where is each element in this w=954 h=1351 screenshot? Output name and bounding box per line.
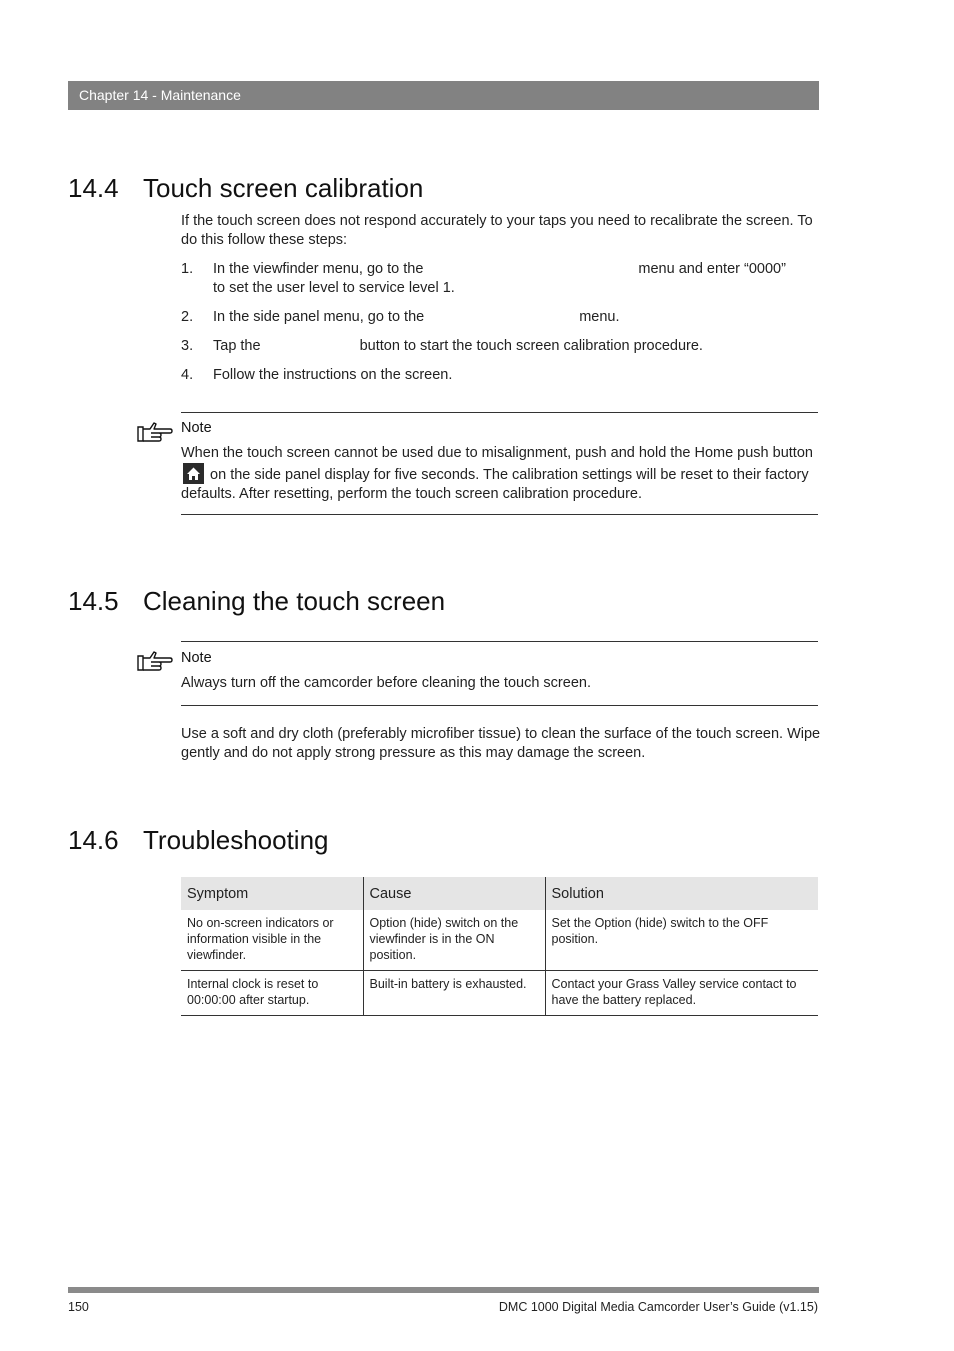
table-cell: Built-in battery is exhausted. [363, 971, 545, 1016]
chapter-header [68, 81, 819, 110]
footer-rule [68, 1287, 819, 1293]
table-cell: Internal clock is reset to 00:00:00 after startup. [181, 971, 363, 1016]
column-header: Solution [545, 877, 818, 910]
section-number: 14.5 [68, 586, 119, 616]
note-bottom-rule [181, 514, 818, 515]
step-number: 4. [181, 367, 194, 383]
document-title: DMC 1000 Digital Media Camcorder User’s Guide (v1.15) [498, 1300, 818, 1314]
step-text: In the viewfinder menu, go to the [213, 261, 424, 277]
note-text-part: on the side panel display for five seconds. The calibration settings will be reset to their factory defaults. After resetting, perform the touch screen calibration procedure. [181, 467, 809, 502]
note-top-rule [181, 412, 818, 413]
table-cell: Set the Option (hide) switch to the OFF position. [545, 910, 818, 971]
home-icon [183, 463, 204, 484]
note-text [181, 444, 818, 504]
step-number: 2. [181, 309, 194, 325]
step-number: 3. [181, 338, 194, 354]
troubleshooting-table [181, 877, 818, 1016]
section-title: Troubleshooting [143, 825, 329, 855]
step-text: Tap the [213, 338, 261, 354]
pointing-hand-icon [137, 650, 173, 672]
section-heading-14-4 [68, 173, 423, 204]
note-bottom-rule [181, 705, 818, 706]
column-header: Cause [363, 877, 545, 910]
table-cell: Contact your Grass Valley service contact to have the battery replaced. [545, 971, 818, 1016]
note-top-rule [181, 641, 818, 642]
step-text: button to start the touch screen calibration procedure. [359, 338, 703, 354]
note-label: Note [181, 650, 212, 666]
step-text: menu and enter “0000” [638, 261, 786, 277]
column-header: Symptom [181, 877, 363, 910]
chapter-title: Chapter 14 - Maintenance [79, 87, 241, 103]
step-text: In the side panel menu, go to the [213, 309, 425, 325]
section-number: 14.6 [68, 825, 119, 855]
table-header-row [181, 877, 818, 910]
page-number: 150 [68, 1300, 89, 1314]
step-text: to set the user level to service level 1. [213, 280, 455, 296]
section-number: 14.4 [68, 173, 119, 203]
section-heading-14-5 [68, 586, 445, 617]
step-text: menu. [579, 309, 620, 325]
pointing-hand-icon [137, 421, 173, 443]
section-intro: If the touch screen does not respond accurately to your taps you need to recalibrate the screen. To do this follow these steps: [181, 213, 813, 248]
section-title: Touch screen calibration [143, 173, 424, 203]
note-label: Note [181, 420, 212, 436]
step-number: 1. [181, 261, 194, 277]
table-cell: Option (hide) switch on the viewfinder is in the ON position. [363, 910, 545, 971]
table-row [181, 910, 818, 971]
section-title: Cleaning the touch screen [143, 586, 446, 616]
table-row [181, 971, 818, 1016]
table-cell: No on-screen indicators or information visible in the viewfinder. [181, 910, 363, 971]
note-text-part: When the touch screen cannot be used due to misalignment, push and hold the Home push button [181, 445, 813, 461]
step-text: Follow the instructions on the screen. [213, 367, 453, 383]
section-body: Use a soft and dry cloth (preferably microfiber tissue) to clean the surface of the touch screen. Wipe gently and do not apply strong pressure as this may damage the screen. [181, 726, 821, 761]
note-text: Always turn off the camcorder before cleaning the touch screen. [181, 675, 591, 691]
section-heading-14-6 [68, 825, 329, 856]
